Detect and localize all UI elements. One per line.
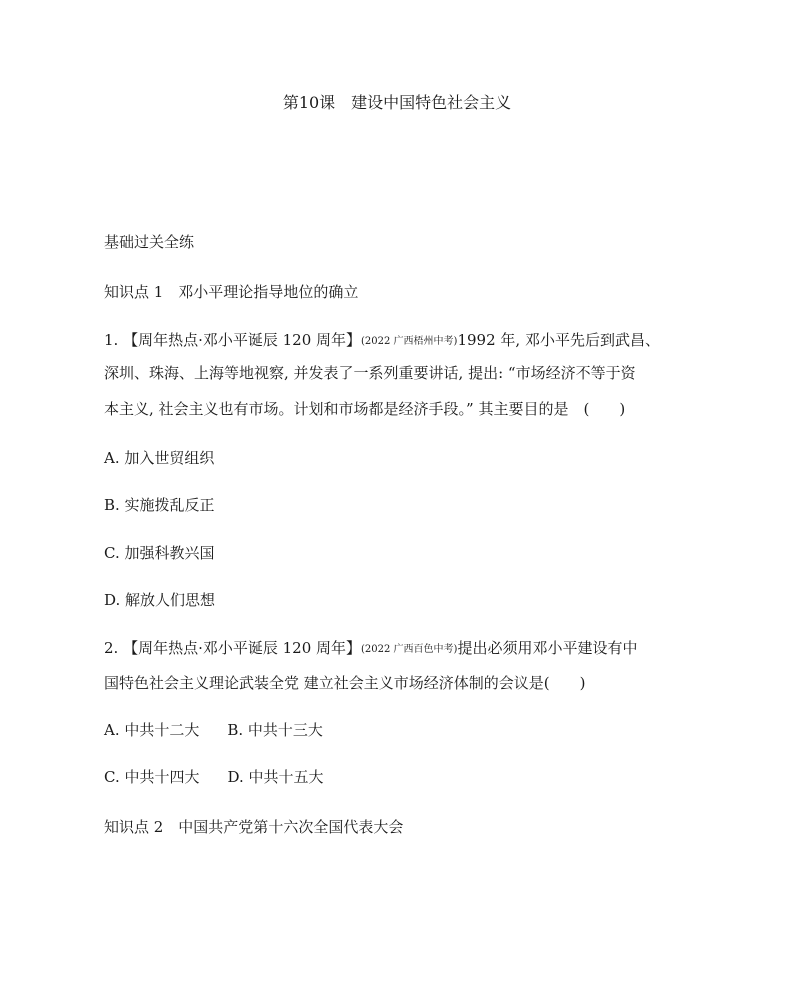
question-2-option-c: C. 中共十四大 <box>104 768 200 786</box>
question-1-text-start: 1992 年, 邓小平先后到武昌、 <box>457 331 660 349</box>
question-1-source: (2022 广西梧州中考) <box>361 336 458 347</box>
question-1-option-b: B. 实施拨乱反正 <box>104 496 215 514</box>
question-2-option-d: D. 中共十五大 <box>227 768 324 786</box>
question-1-option-d: D. 解放人们思想 <box>104 591 216 609</box>
question-1-tag: 【周年热点·邓小平诞辰 120 周年】 <box>123 331 362 349</box>
knowledge-point-2: 知识点 2 中国共产党第十六次全国代表大会 <box>104 818 404 836</box>
question-2-options-row-1 <box>104 720 323 740</box>
question-2-option-a: A. 中共十二大 <box>104 721 200 739</box>
knowledge-point-1: 知识点 1 邓小平理论指导地位的确立 <box>104 283 359 301</box>
question-2-source: (2022 广西百色中考) <box>361 644 458 655</box>
question-1-line-2: 深圳、珠海、上海等地视察, 并发表了一系列重要讲话, 提出: “市场经济不等于资 <box>104 364 636 382</box>
question-2-line-1 <box>104 638 637 660</box>
question-2-number: 2. <box>104 639 119 657</box>
question-2-option-b: B. 中共十三大 <box>227 721 323 739</box>
question-1-option-a: A. 加入世贸组织 <box>104 449 215 467</box>
question-2-tag: 【周年热点·邓小平诞辰 120 周年】 <box>123 639 362 657</box>
question-1-number: 1. <box>104 331 119 349</box>
question-2-options-row-2 <box>104 767 324 787</box>
question-1-line-1 <box>104 330 660 352</box>
page-title: 第10课 建设中国特色社会主义 <box>282 93 512 112</box>
question-1-option-c: C. 加强科教兴国 <box>104 544 215 562</box>
question-2-text-start: 提出必须用邓小平建设有中 <box>457 639 638 657</box>
question-2-line-2: 国特色社会主义理论武装全党 建立社会主义市场经济体制的会议是( ) <box>104 674 586 692</box>
question-1-line-3: 本主义, 社会主义也有市场。计划和市场都是经济手段。” 其主要目的是 ( ) <box>104 400 626 418</box>
section-heading: 基础过关全练 <box>104 233 195 251</box>
